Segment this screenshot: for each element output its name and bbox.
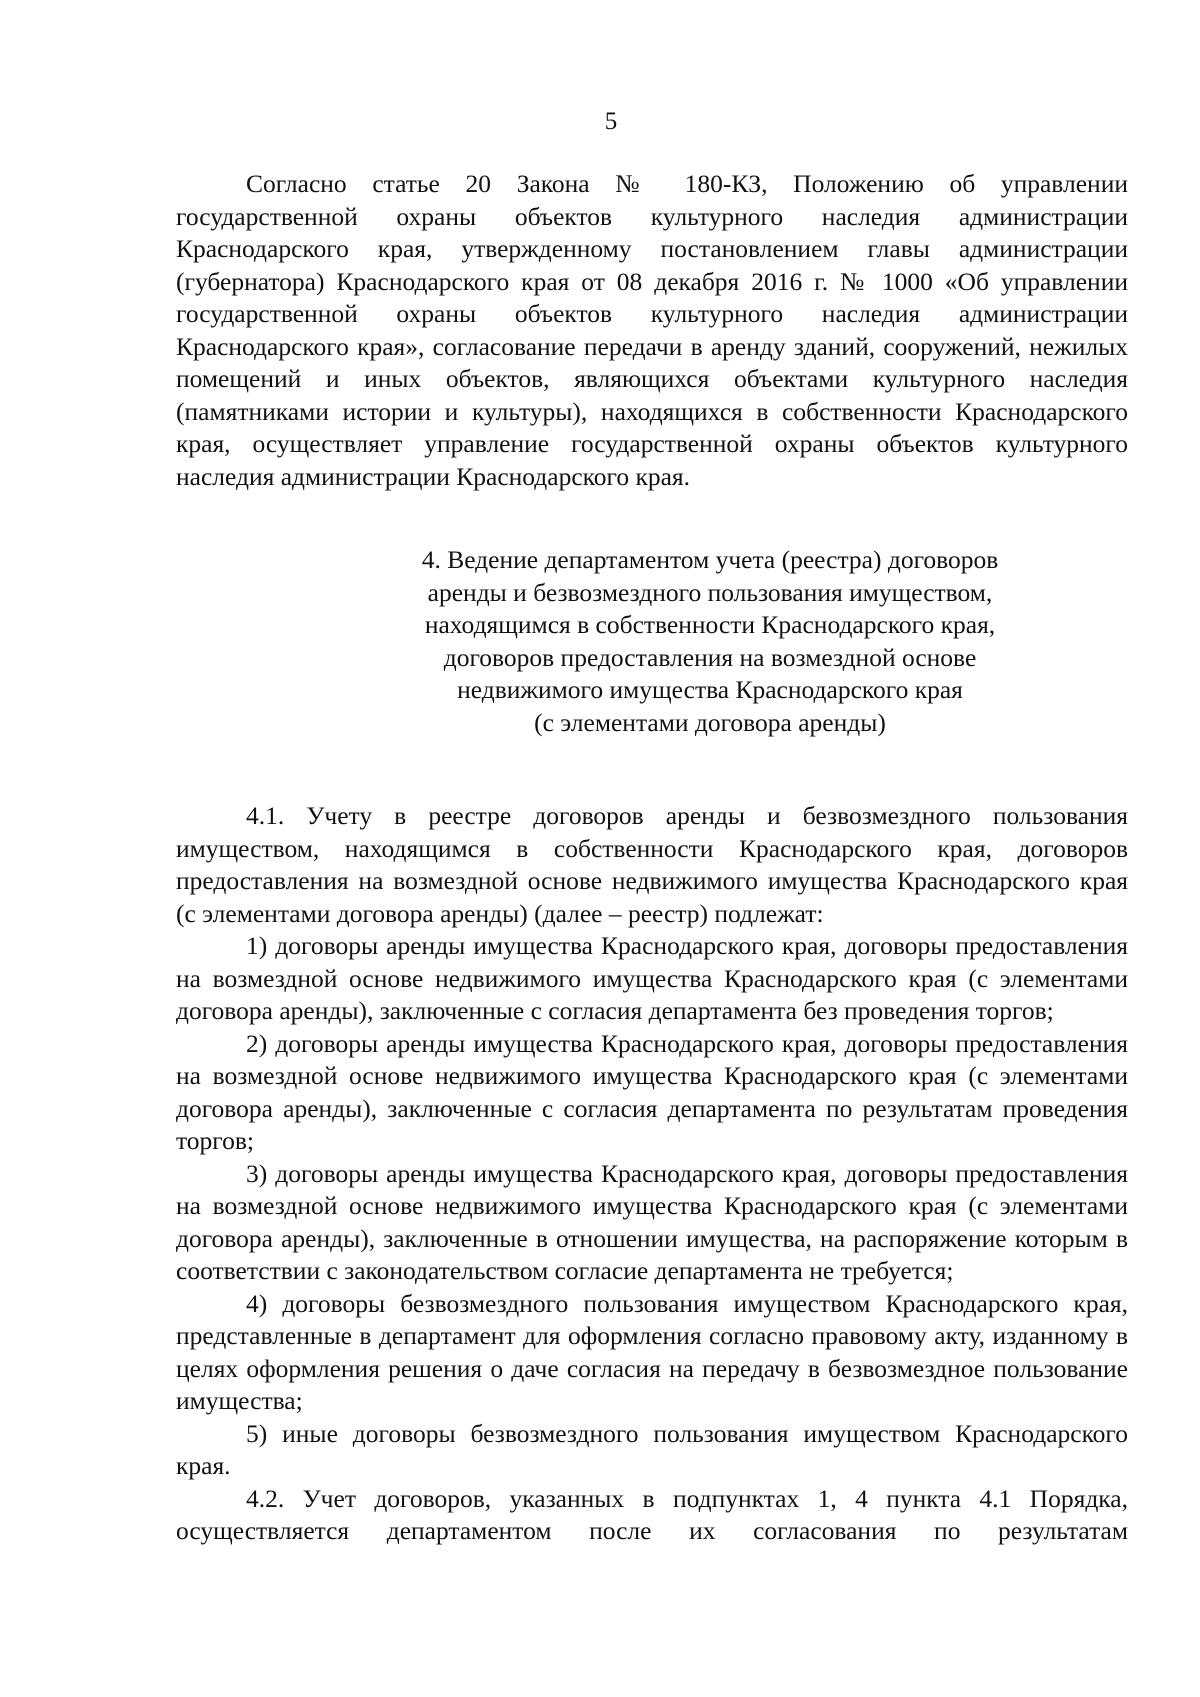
clauses-section xyxy=(176,800,1128,1548)
clause-item-1: 1) договоры аренды имущества Краснодарского края, договоры предоставления на возмездной основе недвижимого имущества Краснодарского края (с элементами договора аренды), заключенные с согласия департамента без проведения торгов; xyxy=(176,931,1128,1025)
clause-item-2: 2) договоры аренды имущества Краснодарского края, договоры предоставления на возмездной основе недвижимого имущества Краснодарского края (с элементами договора аренды), заключенные с согласия департамента по результатам проведения торгов; xyxy=(176,1028,1128,1155)
clause-item-4: 4) договоры безвозмездного пользования имуществом Краснодарского края, представленные в департамент для оформления согласно правовому акту, изданному в целях оформления решения о даче согласия на передачу в безвозмездное пользование имущества; xyxy=(176,1288,1128,1415)
clause-item-5: 5) иные договоры безвозмездного пользования имуществом Краснодарского края. xyxy=(176,1418,1128,1480)
section-heading-line: 4. Ведение департаментом учета (реестра) договоров xyxy=(421,545,999,574)
clause-4-1: 4.1. Учету в реестре договоров аренды и безвозмездного пользования имуществом, находящимся в собственности Краснодарского края, договоров предоставления на возмездной основе недвижимого имущества Краснодарского края (с элементами договора аренды) (далее – реестр) подлежат: xyxy=(176,801,1128,928)
page-number: 5 xyxy=(604,108,618,135)
clause-4-2: 4.2. Учет договоров, указанных в подпунктах 1, 4 пункта 4.1 Порядка, осуществляется департаментом после их согласования по результатам xyxy=(176,1483,1128,1545)
section-heading-line: аренды и безвозмездного пользования имуществом, xyxy=(427,577,993,607)
section-heading-line: договоров предоставления на возмездной основе xyxy=(443,642,977,672)
intro-section xyxy=(176,168,1128,493)
section-heading-line: (с элементами договора аренды) xyxy=(534,707,886,737)
section-heading-line: недвижимого имущества Краснодарского края xyxy=(457,675,963,704)
section-heading-line: находящимся в собственности Краснодарского края, xyxy=(424,610,996,639)
intro-paragraph: Согласно статье 20 Закона № 180-КЗ, Положению об управлении государственной охраны объектов культурного наследия администрации Краснодарского края, утвержденному постановлением главы администрации (губернатора) Краснодарского края от 08 декабря 2016 г. № 1000 «Об управлении государственной охраны объектов культурного наследия администрации Краснодарского края», согласование передачи в аренду зданий, сооружений, нежилых помещений и иных объектов, являющихся объектами культурного наследия (памятниками истории и культуры), находящихся в собственности Краснодарского края, осуществляет управление государственной охраны объектов культурного наследия администрации Краснодарского края. xyxy=(176,169,1128,491)
section-heading xyxy=(360,544,1060,739)
clause-item-3: 3) договоры аренды имущества Краснодарского края, договоры предоставления на возмездной основе недвижимого имущества Краснодарского края (с элементами договора аренды), заключенные в отношении имущества, на распоряжение которым в соответствии с законодательством согласие департамента не требуется; xyxy=(176,1158,1128,1285)
